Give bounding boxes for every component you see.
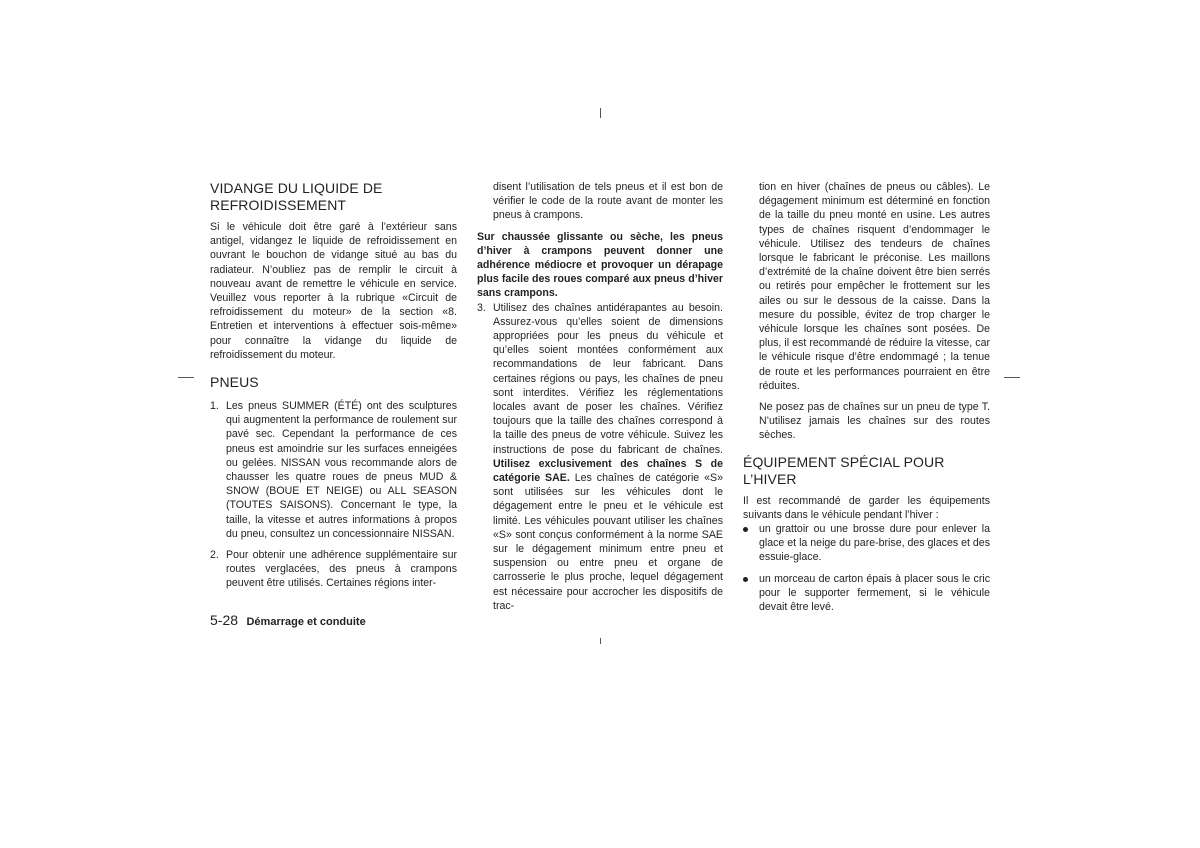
list-item: [477, 301, 723, 613]
paragraph-continuation: tion en hiver (chaînes de pneus ou câbles). Le dégagement minimum est déterminé en fonction de la taille du pneu monté en usine. Les autres types de chaînes risquent d’endommager le véhicule. Utilisez des tendeurs de chaînes lorsque le fabricant le préconise. Les maillons d’extrémité de la chaîne doivent être bien serrés ou retirés pour empêcher le frottement sur les ailes ou sur le dessous de la caisse. Dans la mesure du possible, évitez de trop charger le véhicule lorsque les chaînes sont posées. De plus, il est recommandé de réduire la vitesse, car le véhicule risque d’être endommagé ; la tenue de route et les performances pourraient en être réduites.: [759, 181, 990, 392]
list-item: [210, 399, 457, 541]
column-right: [743, 180, 990, 614]
paragraph-t-type-tire: Ne posez pas de chaînes sur un pneu de type T. N’utilisez jamais les chaînes sur des routes sèches.: [759, 401, 990, 442]
list-item: [743, 522, 990, 565]
list-item: [743, 572, 990, 615]
list-text: un morceau de carton épais à placer sous le cric pour le supporter fermement, si le véhicule devait être levé.: [759, 572, 990, 614]
warning-studded-tires: Sur chaussée glissante ou sèche, les pneus d’hiver à crampons peuvent donner une adhérence médiocre et provoquer un dérapage plus facile des roues comparé aux pneus d’hiver sans crampons.: [477, 230, 723, 300]
crop-mark-right: [1004, 377, 1020, 378]
bullet-icon: [743, 577, 748, 582]
paragraph-coolant-drain: Si le véhicule doit être garé à l’extérieur sans antigel, vidangez le liquide de refroidissement en ouvrant le bouchon de vidange situé au bas du radiateur. N’oubliez pas de remplir le circuit à nouveau avant de remettre le véhicule en service. Veuillez vous reporter à la rubrique «Circuit de refroidissement du moteur» de la section «8. Entretien et interventions à effectuer sois-même» pour connaître la vidange du liquide de refroidissement du moteur.: [210, 221, 457, 361]
crop-mark-bottom: [600, 638, 601, 644]
list-text: Utilisez des chaînes antidérapantes au besoin. Assurez-vous qu’elles soient de dimensions appropriées pour les pneus du véhicule et qu’elles soient montées conformément aux recommandations de leur fabricant. Dans certaines régions ou pays, les chaînes de pneu sont interdites. Vérifiez les réglementations locales avant de poser les chaînes. Vérifiez toujours que la taille des chaînes correspond à la taille des pneus de votre véhicule. Suivez les instructions de pose du fabricant de chaînes.: [493, 301, 723, 456]
crop-mark-top: [600, 108, 601, 118]
paragraph-continuation: disent l’utilisation de tels pneus et il est bon de vérifier le code de la route avant de monter les pneus à crampons.: [493, 181, 723, 222]
list-number: 2.: [210, 549, 219, 562]
heading-winter-equipment: ÉQUIPEMENT SPÉCIAL POUR L’HIVER: [743, 453, 945, 487]
section-title: Démarrage et conduite: [246, 616, 366, 628]
winter-equipment-list: [743, 522, 990, 614]
page-number: 5-28: [210, 612, 239, 628]
crop-mark-left: [178, 377, 194, 378]
heading-coolant-drain: VIDANGE DU LIQUIDE DE REFROIDISSEMENT: [210, 180, 383, 213]
heading-tires: PNEUS: [210, 374, 259, 391]
chains-list: [477, 301, 723, 613]
list-text: un grattoir ou une brosse dure pour enlever la glace et la neige du pare-brise, des glaces et des essuie-glace.: [759, 523, 990, 564]
tire-list: [210, 399, 457, 591]
list-item: [210, 548, 457, 591]
paragraph-winter-equipment: Il est recommandé de garder les équipements suivants dans le véhicule pendant l’hiver :: [743, 494, 990, 521]
list-text: Pour obtenir une adhérence supplémentaire sur routes verglacées, des pneus à crampons peuvent être utilisés. Certaines régions inter-: [226, 549, 457, 590]
list-text: Les chaînes de catégorie «S» sont utilisées sur les véhicules dont le dégagement entre le pneu et le véhicule est limité. Les véhicules pouvant utiliser les chaînes «S» sont conçus conformément à la norme SAE sur le dégagement minimum entre pneu et suspension ou entre pneu et organe de carrosserie le plus proche, lequel dégagement est nécessaire pour accrocher les dispositifs de trac-: [493, 472, 723, 612]
list-number: 3.: [477, 301, 486, 314]
list-number: 1.: [210, 400, 219, 413]
page-footer: [210, 612, 366, 630]
bullet-icon: [743, 527, 748, 532]
list-text-bold: Utilisez exclusivement des chaînes S de catégorie SAE.: [493, 457, 723, 485]
column-middle: [477, 180, 723, 613]
list-text: Les pneus SUMMER (ÉTÉ) ont des sculptures qui augmentent la performance de roulement sur pavé sec. Cependant la performance de ces pneus est amoindrie sur les surfaces enneigées ou gelées. NISSAN vous recommande alors de chausser les quatre roues de pneus MUD & SNOW (BOUE ET NEIGE) ou ALL SEASON (TOUTES SAISONS). Concernant le type, la taille, la vitesse et autres informations à propos du pneu, consultez un concessionnaire NISSAN.: [226, 400, 457, 540]
column-left: [210, 180, 457, 591]
